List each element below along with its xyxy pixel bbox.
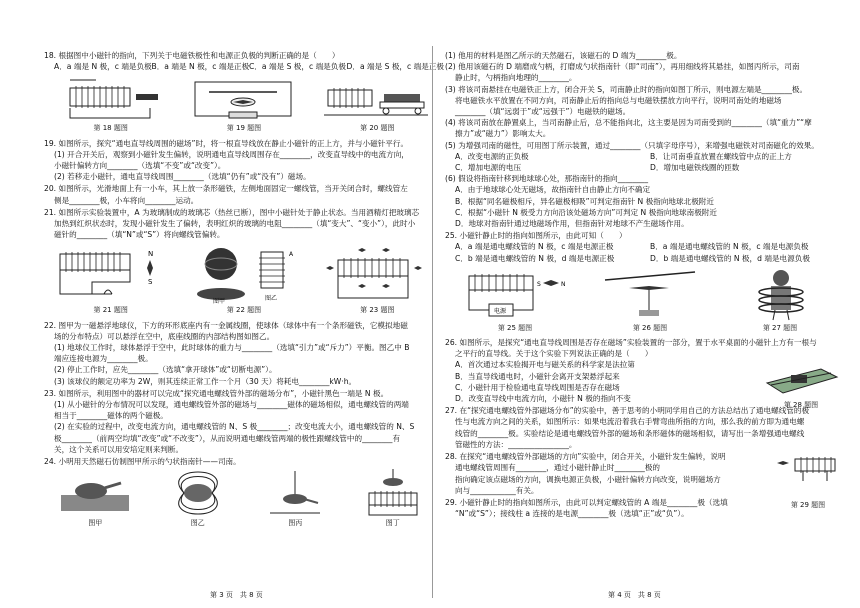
fig25-s-label: S (537, 280, 541, 288)
q22-line-2: 场的分布特点）可以悬浮在空中，底座线圈的内部结构图如图乙。 (54, 331, 275, 341)
q29-line-1: 29. 小磁针静止时的指向如图所示，由此可以判定螺线管的 A 端是________极（选填 (445, 497, 728, 507)
question-25 (445, 230, 845, 334)
q24-stem: 24. 小明用天然磁石仿制图甲所示的勺状指南针——司南。 (44, 457, 241, 467)
q27-line-4: 管磁性的方法：________________。 (455, 439, 577, 449)
q24c-line-6: ________（填“远弱于”或“远强于”）电磁铁的磁场。 (455, 107, 631, 117)
q23-line-6: 关，这个关系可以用安培定则来判断。 (54, 444, 184, 454)
figures-18-20 (44, 74, 444, 134)
q24c-line-1: (1) 他用的材料是图乙所示的天然磁石，该磁石的 D 端为________极。 (445, 51, 682, 60)
figure-20 (322, 74, 432, 134)
option-c: C．增加电源的电压 (455, 163, 522, 173)
question-21 (44, 207, 444, 317)
sinan-spoon-image (55, 469, 135, 517)
question-26 (445, 337, 845, 410)
figure-25-caption: 第 25 题图 (497, 323, 533, 332)
q27-line-2: 性与电流方向之间的关系，如图所示：如果电流沿着我右手臂弯曲所指的方向，那么我的前方即为通电螺 (455, 417, 805, 427)
q26-line-3: A．首次通过本实验揭开电与磁关系的科学家是法拉第 (455, 360, 635, 370)
q19-line-1: 19. 如图所示，探究“通电直导线周围的磁场”时，将一根直导线放在静止小磁针的正上方，并与小磁针平行。 (44, 138, 409, 148)
figure-19-caption: 第 19 题图 (226, 124, 262, 133)
figure-22-caption: 第 22 题图 (226, 306, 262, 315)
figures-21-23 (44, 242, 444, 316)
q22-line-6: (3) 该球仪的额定功率为 2W，则其连续正常工作一个月（30 天）将耗电________kW·h。 (54, 376, 357, 386)
solenoid-diagram (56, 74, 166, 122)
figure-27 (725, 266, 835, 334)
q19-line-2: (1) 开合开关后，观察到小磁针发生偏转，说明通电直导线周围存在________，改变直导线中的电流方向， (54, 149, 409, 159)
q26-line-6: D．改变直导线中电流方向，小磁针 N 极的指向不变 (455, 394, 631, 404)
figure-24-bing-caption: 图丙 (288, 519, 303, 528)
figure-20-caption: 第 20 题图 (360, 124, 395, 133)
question-24-continued (445, 50, 845, 229)
option-b: B．a 端是通电螺线管的 N 极，c 端是电源负极 (650, 242, 809, 252)
figure-24-yi (158, 469, 238, 529)
figure-23 (318, 242, 436, 316)
option-a: A．a 端是 N 极，c 端是负极 (54, 62, 152, 72)
question-24 (44, 456, 444, 529)
q24c-line-9: (5) 为增强司南的磁性，可用图丁所示装置，通过________（只填字母序号），来增强电磁铁对司南磁化的效果。 (445, 140, 819, 150)
q24c-line-5: 将电磁铁水平放置在不同方向，司南静止后的指向总与电磁铁摆放方向平行，说明司南处的地磁场 (455, 95, 782, 105)
option-b: B．a 端是 N 极，c 端是正极 (151, 62, 250, 72)
q23-line-3: 相当于________磁体的两个磁极。 (54, 411, 168, 421)
q24c-line-17: C．根据“小磁针 N 极受力方向沿该处磁场方向”可判定 N 极指向地球南极附近 (455, 207, 717, 217)
q24c-line-2: (2) 他用该磁石的 D 端磨成勺柄，打磨成勺状指南针（即“司南”），再用细线将其悬挂，如图丙所示，司南 (445, 62, 800, 72)
figure-24-bing (260, 469, 330, 529)
question-27 (445, 405, 845, 450)
q22-line-1: 22. 图甲为一磁悬浮地球仪，下方的环形底座内有一金属线圈，使球体（球体中有一个条形磁铁，它模拟地磁 (44, 320, 408, 330)
question-23 (44, 388, 444, 455)
fig22-label-yi: 图乙 (264, 295, 277, 303)
q23-line-4: (2) 在实验的过程中，改变电流方向，通电螺线管的 N、S 极________；改变电流大小，通电螺线管的 N、S (54, 422, 415, 432)
q24c-line-7: (4) 将该司南放在静置桌上，当司南静止后，总不能指向北，这主要是因为司南受到的________（填“重力”“摩 (445, 118, 812, 128)
figure-23-caption: 第 23 题图 (360, 306, 395, 315)
figure-27-caption: 第 27 题图 (762, 323, 798, 332)
solenoid-compasses-diagram (318, 242, 436, 304)
q28-line-4: 向与____________有关。 (455, 485, 539, 495)
figure-24-yi-caption: 图乙 (190, 519, 205, 528)
figure-21 (52, 242, 170, 316)
q26-line-1: 26. 如图所示，是探究“通电直导线周围是否存在磁场”实验装置的一部分，置于水平桌面的小磁针上方有一根与 (445, 338, 817, 348)
figure-29-caption: 第 29 题图 (790, 501, 826, 510)
q20-line-1: 20. 如图所示，光滑地面上有一小车，其上放一条形磁铁，左侧地面固定一螺线管，当开关闭合时，螺线管左 (44, 184, 408, 194)
q23-line-2: (1) 从小磁针的分布情况可以发现，通电螺线管外部的磁场与________磁体的磁场相似，通电螺线管的两端 (54, 400, 409, 410)
column-divider (432, 46, 433, 598)
figure-25 (455, 266, 575, 334)
q28-line-3: 指向确定该点磁场的方向，调换电源正负极，小磁针偏转方向改变，说明磁场方 (455, 474, 721, 484)
option-c: C．a 端是 S 极，c 端是负极 (249, 62, 346, 72)
q21-line-1: 21. 如图所示实验装置中，A 为玻璃制成的玻璃芯（热丝已断），图中小磁针处于静止状态。当用酒精灯把玻璃芯 (44, 207, 420, 217)
question-18-options (44, 61, 444, 72)
question-18-stem: 18. 根据图中小磁针的指向，下列关于电磁铁极性和电源正负极的判断正确的是（ ） (44, 51, 340, 60)
q21-line-2: 加热到红炽状态时，发现小磁针发生了偏转，表明红炽的玻璃的电阻________（填“变大”、“变小”），此时小 (54, 219, 416, 229)
q28-line-2: 通电螺线管周围有________，通过小磁针静止时________极的 (455, 463, 661, 473)
figure-18-caption: 第 18 题图 (93, 124, 128, 133)
figure-28 (761, 359, 841, 411)
figure-26 (595, 266, 705, 334)
q24c-line-3: 静止时，勺柄指向地理的________。 (455, 73, 577, 83)
q29-line-2: “N”或“S”）；接线柱 a 连接的是电源________极（选填“正”或“负”）。 (455, 509, 689, 519)
q21-line-3: 磁针的________（填“N”或“S”）将向螺线管偏转。 (54, 230, 225, 240)
option-a: A．改变电源的正负极 (455, 151, 529, 161)
q20-line-2: 侧是________极，小车将向________运动。 (54, 195, 199, 205)
fig21-s-label: S (147, 278, 153, 287)
q27-line-1: 27. 在“探究通电螺线管外部磁场分布”的实验中，善于思考的小明同学用自己的方法总结出了通电螺线管的极 (445, 406, 810, 416)
figures-24 (44, 469, 444, 529)
figure-28-caption: 第 28 题图 (783, 401, 819, 410)
q25-options (445, 241, 845, 263)
option-a: A．a 端是通电螺线管的 N 极，c 端是电源正极 (455, 242, 614, 252)
q25-stem: 25. 小磁针静止时的指向如图所示，由此可知（ ） (445, 231, 627, 241)
maglev-globe-diagram (185, 242, 303, 304)
q26-line-5: C．小磁针用于检验通电直导线周围是否存在磁场 (455, 382, 620, 392)
figure-24-jia-caption: 图甲 (88, 519, 103, 528)
option-d: D．b 端是通电螺线管的 N 极，d 端是电源负极 (650, 253, 810, 263)
figure-24-ding-caption: 图丁 (385, 519, 400, 528)
option-d: D．a 端是 S 极，c 端是正极 (346, 62, 444, 72)
q22-line-4: 端应连接电源为________极。 (54, 354, 153, 364)
question-19 (44, 138, 444, 183)
page-footer-right: 第 4 页 共 8 页 (608, 591, 661, 599)
q22-line-5: (2) 停止工作时，应先________（选填“拿开球体”或“切断电源”）。 (54, 365, 277, 375)
fig25-n-label: N (561, 280, 566, 288)
fig22-label-jia: 图甲 (212, 298, 225, 305)
figure-29 (773, 455, 843, 511)
q24c-line-18: D．地球对指南针通过地磁场作用，但指南针对地球不产生磁场作用。 (455, 219, 689, 229)
option-d: D．增加电磁铁线圈的匝数 (650, 163, 740, 173)
sinan-electromagnet (353, 469, 433, 517)
q26-line-4: B．当直导线通电时，小磁针会离开支架悬浮起来 (455, 371, 620, 381)
power-source-label: 电源 (494, 307, 507, 315)
figure-24-jia (55, 469, 135, 529)
glass-core-circuit (52, 242, 170, 304)
q24c-line-8: 擦力”或“磁力”）影响太大。 (455, 129, 551, 139)
q22-line-3: (1) 地球仪工作时，球体悬浮于空中，此时球体的重力与________（选填“引力”或“斥力”）平衡。图乙中 B (54, 343, 410, 353)
figure-18 (56, 74, 166, 134)
question-22 (44, 320, 444, 387)
wire-compass-diagram (189, 74, 299, 122)
page-footer-left: 第 3 页 共 8 页 (210, 591, 263, 599)
left-column (44, 50, 444, 532)
fig22-label-a: A (288, 251, 294, 259)
option-b: B．让司南垂直放置在螺线管中点的正上方 (650, 151, 792, 161)
solenoid-power-diagram (455, 266, 575, 322)
wire-over-compass (595, 266, 705, 322)
circuit-board-figure (761, 359, 841, 399)
figure-26-caption: 第 26 题图 (632, 323, 668, 332)
figures-25-27 (445, 266, 845, 334)
option-c: C．b 端是通电螺线管的 N 极，d 端是电源正极 (455, 253, 615, 263)
q24c-line-4: (3) 将该司南悬挂在电磁铁正上方，闭合开关 S，司南静止时的指向如图丁所示，则电源左端是________极。 (445, 84, 808, 94)
fig21-n-label: N (147, 250, 153, 259)
q24c-line-14: (6) 假设将指南针移到地球球心处，那指南针的指向________ (445, 174, 649, 184)
q19-line-4: (2) 若移走小磁针，通电直导线周围________（选填“仍有”或“没有”）磁场。 (54, 172, 311, 182)
q24c-line-16: B．根据“同名磁极相斥，异名磁极相吸”可判定指南针 N 极指向地球北极附近 (455, 196, 714, 206)
figure-24-ding (353, 469, 433, 529)
figure-22 (185, 242, 303, 316)
q23-line-1: 23. 如图所示，利用图中的器材可以完成“探究通电螺线管外部的磁场分布”，小磁针黑色一端是 N 极。 (44, 388, 389, 398)
question-20 (44, 183, 444, 205)
q24c-5-options (445, 151, 845, 173)
q19-line-3: 小磁针偏转方向________（选填“不变”或“改变”）。 (54, 161, 226, 171)
question-18 (44, 50, 444, 135)
q24c-line-15: A．由于地球球心处无磁场，故指南针自由静止方向不确定 (455, 185, 651, 195)
q28-line-1: 28. 在探究“通电螺线管外部磁场的方向”实验中，闭合开关，小磁针发生偏转，说明 (445, 452, 726, 462)
cart-magnet-diagram (322, 74, 432, 122)
q26-line-2: 之平行的直导线。关于这个实验下列说法正确的是（ ） (455, 349, 653, 359)
hanging-sinan (260, 469, 330, 517)
right-column (445, 50, 845, 520)
figure-19 (189, 74, 299, 134)
solenoid-compass-29 (773, 455, 843, 499)
q27-line-3: 线管的________极。实验结论是通电螺线管外部的磁场和条形磁体的磁场相似，请写出一条增强通电螺线 (455, 428, 805, 438)
right-hand-rule-figure (725, 266, 835, 322)
figure-21-caption: 第 21 题图 (93, 306, 128, 315)
lodestone-field-lines (158, 469, 238, 517)
q23-line-5: 极________（前两空均填“改变”或“不改变”），从而说明通电螺线管两端的极性跟螺线管中的________有 (54, 433, 401, 443)
